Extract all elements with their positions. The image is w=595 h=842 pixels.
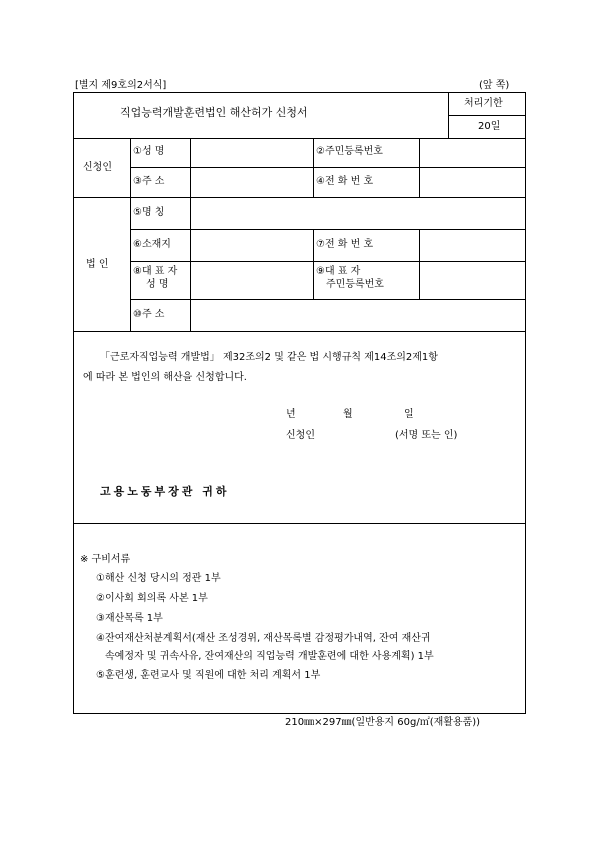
date-day-label: 일 [404, 409, 414, 420]
row-line [73, 197, 526, 198]
value-column-line [419, 138, 420, 197]
field-column-line [190, 138, 191, 331]
document-item: ②이사회 회의록 사본 1부 [96, 593, 208, 604]
row-line [73, 331, 526, 332]
mid-column-line [313, 229, 314, 299]
representative-name-label-line2: 성 명 [146, 279, 169, 290]
frame-bottom [73, 713, 526, 714]
addressee: 고용노동부장관 귀하 [100, 485, 230, 498]
document-item: ④잔여재산처분계획서(재산 조성경위, 재산목록별 감정평가내역, 잔여 재산귀 [96, 633, 431, 644]
frame-top [73, 92, 526, 93]
applicant-section-label: 신청인 [83, 162, 112, 173]
document-item: ⑤훈련생, 훈련교사 및 직원에 대한 처리 계획서 1부 [96, 670, 321, 681]
page-side-label: (앞 쪽) [479, 80, 510, 91]
representative-rrn-label-line1: ⑨대 표 자 [316, 266, 361, 277]
applicant-name-label: ①성 명 [133, 146, 165, 157]
document-item: ③재산목록 1부 [96, 613, 163, 624]
signer-label: 신청인 [286, 430, 315, 441]
paper-spec: 210㎜×297㎜(일반용지 60g/㎡(재활용품)) [285, 717, 481, 728]
representative-name-label-line1: ⑧대 표 자 [133, 266, 178, 277]
row-line [73, 138, 526, 139]
document-item-continued: 속예정자 및 귀속사유, 잔여재산의 직업능력 개발훈련에 대한 사용계획) 1부 [105, 651, 434, 662]
representative-address-label: ⑩주 소 [133, 309, 165, 320]
statement-line1: 「근로자직업능력 개발법」 제32조의2 및 같은 법 시행규칙 제14조의2제1항 [100, 352, 438, 363]
documents-heading: ※ 구비서류 [80, 554, 131, 565]
corporation-name-label: ⑤명 칭 [133, 207, 165, 218]
date-year-label: 년 [286, 409, 296, 420]
corporation-location-label: ⑥소재지 [133, 239, 171, 250]
frame-right [525, 92, 526, 713]
document-item: ①해산 신청 당시의 정관 1부 [96, 573, 221, 584]
corporation-section-label: 법 인 [86, 259, 109, 270]
applicant-phone-label: ④전 화 번 호 [316, 176, 374, 187]
signature-note: (서명 또는 인) [395, 430, 458, 441]
form-number: [별지 제9호의2서식] [75, 80, 167, 91]
representative-rrn-label-line2: 주민등록번호 [326, 279, 384, 290]
applicant-rrn-label: ②주민등록번호 [316, 146, 383, 157]
applicant-address-label: ③주 소 [133, 176, 165, 187]
processing-divider [448, 115, 525, 116]
processing-period-label: 처리기한 [464, 98, 503, 109]
processing-period-value: 20일 [478, 121, 501, 132]
value-column-line [419, 229, 420, 299]
label-column-line [130, 138, 131, 331]
statement-line2: 에 따라 본 법인의 해산을 신청합니다. [83, 372, 247, 383]
frame-left [73, 92, 74, 713]
form-title: 직업능력개발훈련법인 해산허가 신청서 [120, 106, 308, 119]
date-month-label: 월 [343, 409, 353, 420]
row-line [73, 523, 526, 524]
mid-column-line [313, 138, 314, 197]
corporation-phone-label: ⑦전 화 번 호 [316, 239, 374, 250]
